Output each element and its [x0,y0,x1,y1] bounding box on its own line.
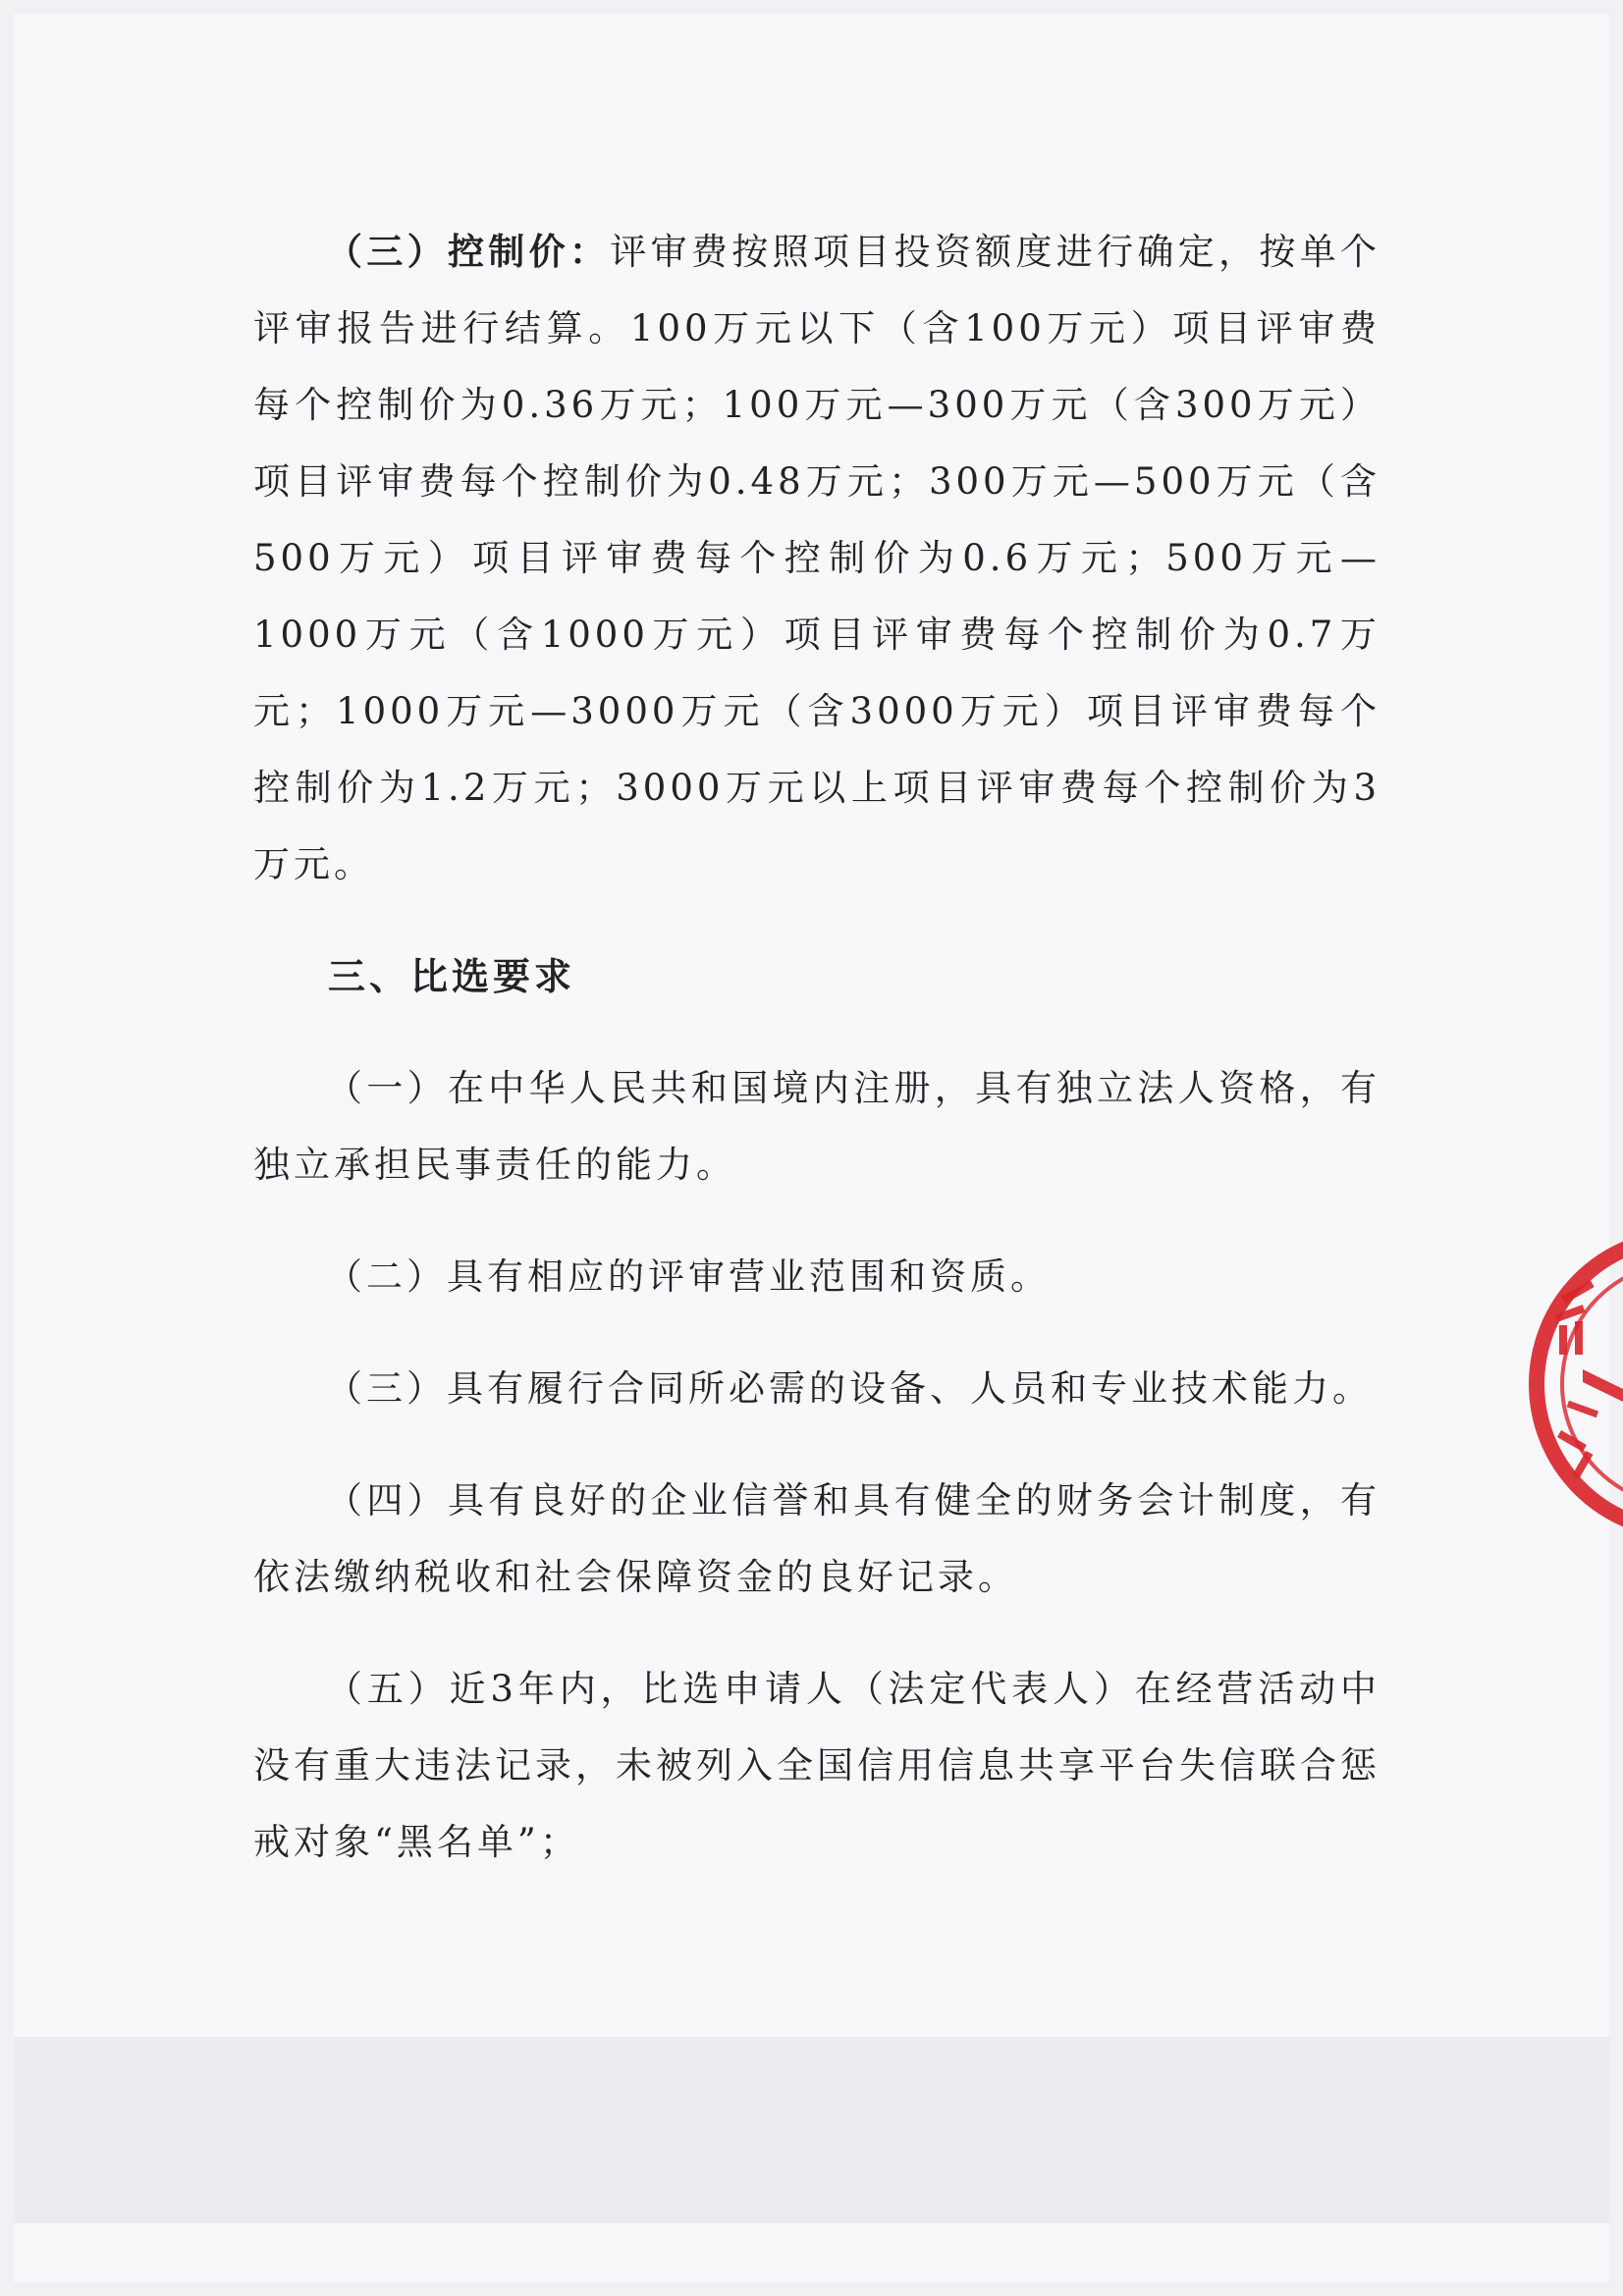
red-seal-stamp-icon [1522,1227,1623,1541]
requirement-5: （五）近3年内，比选申请人（法定代表人）在经营活动中没有重大违法记录，未被列入全国信用信息共享平台失信联合惩戒对象“黑名单”； [253,1668,1380,1863]
scan-shadow-band [14,2037,1609,2223]
requirement-2: （二）具有相应的评审营业范围和资质。 [326,1255,1051,1298]
requirement-1: （一）在中华人民共和国境内注册，具有独立法人资格，有独立承担民事责任的能力。 [253,1067,1380,1186]
document-body [253,214,1380,1881]
price-label: （三）控制价： [326,231,611,273]
requirement-4: （四）具有良好的企业信誉和具有健全的财务会计制度，有依法缴纳税收和社会保障资金的良好记录。 [253,1479,1380,1598]
requirement-3: （三）具有履行合同所必需的设备、人员和专业技术能力。 [326,1367,1373,1410]
section-heading: 三、比选要求 [328,955,576,998]
price-paragraph [253,214,1380,903]
price-text: 评审费按照项目投资额度进行确定，按单个评审报告进行结算。100万元以下（含100万元）项目评审费每个控制价为0.36万元；100万元—300万元（含300万元）项目评审费每个控制价为0.48万元；300万元—500万元（含500万元）项目评审费每个控制价为0.6万元；500万元—1000万元（含1000万元）项目评审费每个控制价为0.7万元；1000万元—3000万元（含3000万元）项目评审费每个控制价为1.2万元；3000万元以上项目评审费每个控制价为3万元。 [253,231,1381,885]
